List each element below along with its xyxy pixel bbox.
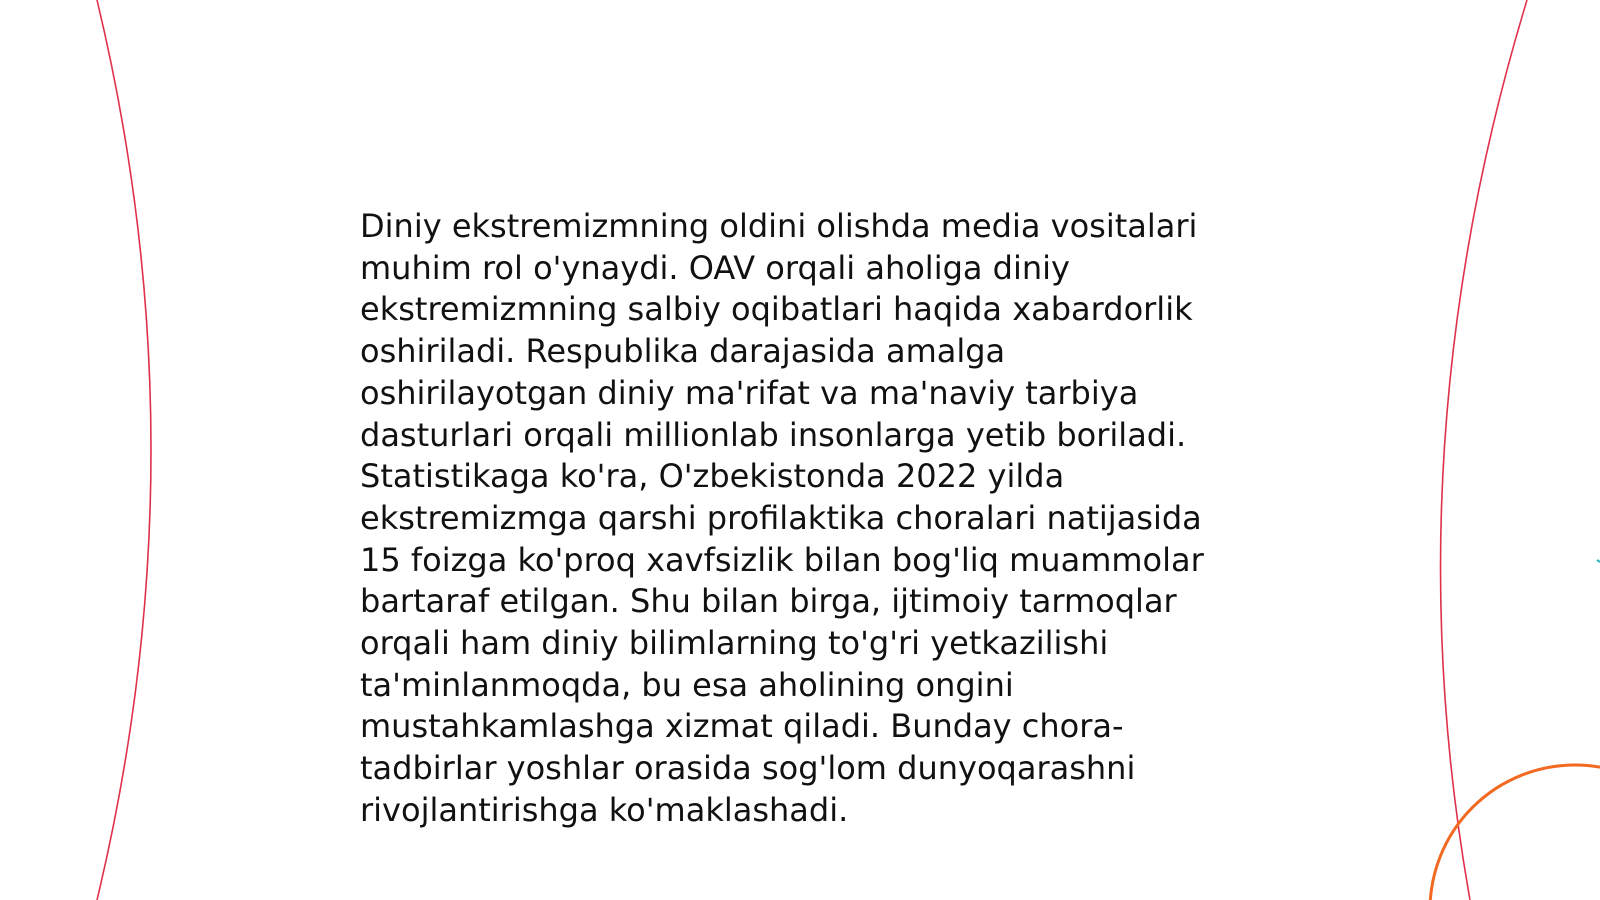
orange-circle-arc xyxy=(1430,765,1600,900)
left-curve-line xyxy=(97,0,151,900)
body-text: Diniy ekstremizmning oldini olishda media vositalari muhim rol o'ynaydi. OAV orqali aholiga diniy ekstremizmning salbiy oqibatlari haqida xabardorlik oshiriladi. Respublika darajasida amalga oshirilayotgan diniy ma'rifat va ma'naviy tarbiya dasturlari orqali millionlab insonlarga yetib boriladi. Statistikaga ko'ra, O'zbekistonda 2022 yilda ekstremizmga qarshi profilaktika choralari natijasida 15 foizga ko'proq xavfsizlik bilan bog'liq muammolar bartaraf etilgan. Shu bilan birga, ijtimoiy tarmoqlar orqali ham diniy bilimlarning to'g'ri yetkazilishi ta'minlanmoqda, bu esa aholining ongini mustahkamlashga xizmat qiladi. Bunday chora- tadbirlar yoshlar orasida sog'lom dunyoqarashni rivojlantirishga ko'maklashadi. xyxy=(360,207,1204,829)
right-curve-line xyxy=(1441,0,1527,900)
